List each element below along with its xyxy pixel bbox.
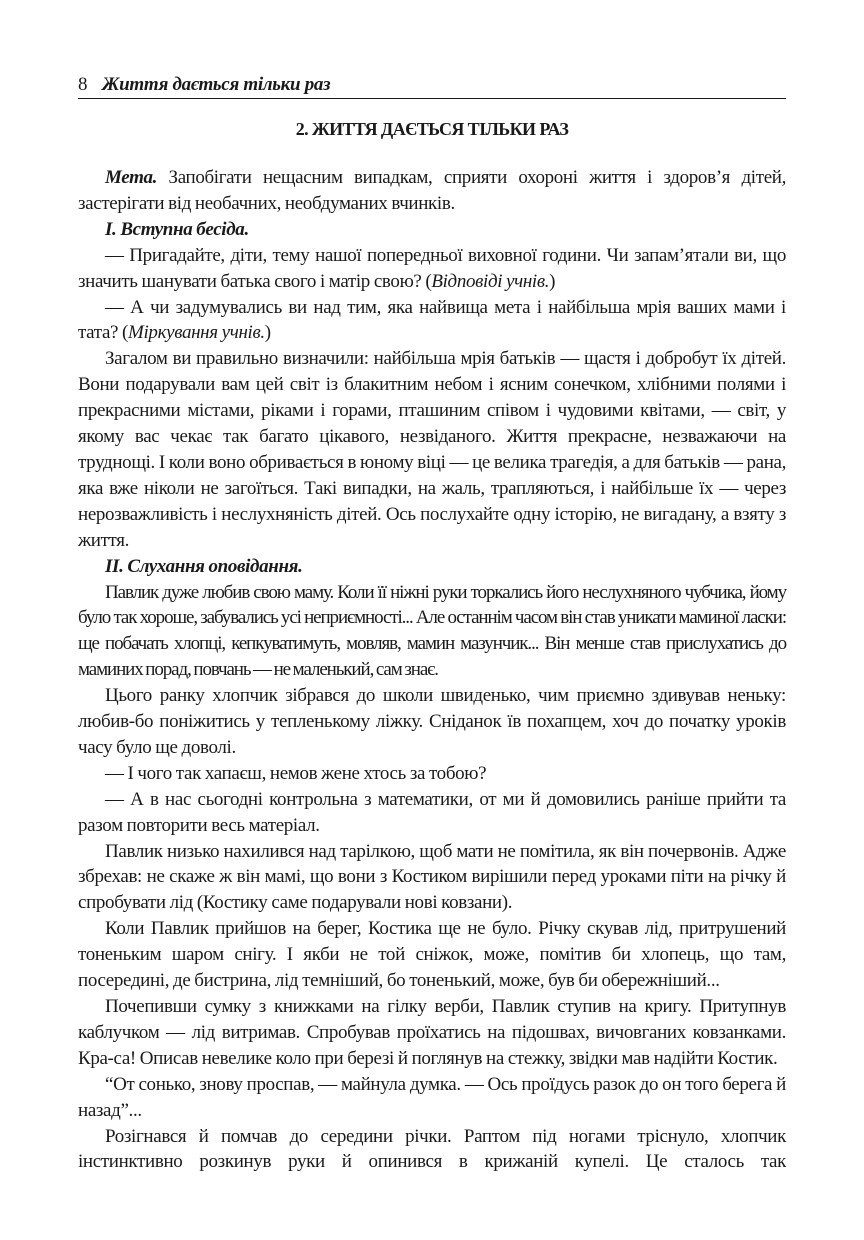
summary-paragraph: Загалом ви правильно визначили: найбільша мрія батьків — щастя і добробут їх дітей. Вони подарували вам цей світ із блакитним небом і ясним сонечком, хлібними полями і прекрасними містами, ріками і горами, пташиним співом і чудовими квітами, — світ, у якому вас чекає так багато цікавого, незвіданого. Життя прекрасне, незважаючи на труднощі. І коли воно обривається в юному віці — це велика трагедія, а для батьків — рана, яка вже ніколи не загоїться. Такі випадки, на жаль, трапляються, і найбільше їх — через нерозважливість і неслухняність дітей. Ось послухайте одну історію, не вигадану, а взяту з життя. — [78, 348, 786, 551]
question-note: Міркування учнів. — [128, 322, 265, 344]
question-text: — Пригадайте, діти, тему нашої попередньої виховної години. Чи запам’ятали ви, що значить шанувати батька свого і матір свою? ( — [78, 244, 786, 292]
goal-paragraph — [78, 165, 786, 217]
question-paragraph — [78, 243, 786, 295]
running-title: Життя дається тільки раз — [102, 74, 331, 95]
running-header — [78, 74, 786, 99]
part2-heading: ІІ. Слухання оповідання. — [105, 555, 303, 577]
question-close: ) — [549, 270, 556, 292]
story-paragraph: — І чого так хапаєш, немов жене хтось за тобою? — [105, 762, 487, 784]
story-paragraph: — А в нас сьогодні контрольна з математики, от ми й домовились раніше прийти та разом повторити весь матеріал. — [78, 788, 786, 836]
story-paragraph: Коли Павлик прийшов на берег, Костика ще не було. Річку скував лід, притрушений тоненьким шаром снігу. І якби не той сніжок, може, помітив би хлопець, що там, посередині, де бистрина, лід темніший, бо тоненький, може, був би обережніший... — [78, 918, 786, 992]
story-paragraph: Почепивши сумку з книжками на гілку верби, Павлик ступив на кригу. Притупнув каблучком — лід витримав. Спробував проїхатись на підошвах, вичовганих ковзанками. Кра-са! Описав невелике коло при березі й поглянув на стежку, звідки мав надійти Костик. — [78, 996, 786, 1069]
section-title: 2. ЖИТТЯ ДАЄТЬСЯ ТІЛЬКИ РАЗ — [295, 119, 569, 139]
story-paragraph: Павлик дуже любив свою маму. Коли її ніжні руки торкались його неслухняного чубчика, йому було так хороше, забувались усі неприємності... Але останнім часом він став уникати маминої ласки: ще побачать хлопці, кепкуватимуть, мовляв, мамин мазунчик... Він менше став прислухатись до маминих порад, повчань — не маленький, сам знає. — [78, 581, 786, 681]
part1-heading: І. Вступна бесіда. — [105, 218, 249, 240]
goal-label: Мета. — [105, 167, 158, 188]
story-paragraph: Розігнався й помчав до середини річки. Раптом під ногами тріснуло, хлопчик інстинктивно розкинув руки й опинився в крижаній купелі. Це сталось так — [78, 1125, 786, 1173]
story-paragraph: Павлик низько нахилився над тарілкою, щоб мати не помітила, як він почервонів. Адже збрехав: не скаже ж він мамі, що вони з Костиком вирішили перед уроками піти на річку й спробувати лід (Костику саме подарували нові ковзани). — [78, 840, 786, 914]
page-number: 8 — [78, 74, 88, 95]
body-text — [78, 165, 786, 1175]
goal-text: Запобігати нещасним випадкам, сприяти охороні життя і здоров’я дітей, застерігати від необачних, необдуманих вчинків. — [78, 167, 786, 214]
story-paragraph: Цього ранку хлопчик зібрався до школи швиденько, чим приємно здивував неньку: любив-бо поніжитись у тепленькому ліжку. Сніданок їв похапцем, хоч до початку уроків часу було ще доволі. — [78, 685, 786, 758]
story-paragraph: “От сонько, знову проспав, — майнула думка. — Ось проїдусь разок до он того берега й назад”... — [78, 1073, 786, 1121]
question-note: Відповіді учнів. — [431, 270, 550, 292]
question-paragraph — [78, 295, 786, 347]
question-close: ) — [264, 322, 271, 344]
question-text: — А чи задумувались ви над тим, яка найвища мета і найбільша мрія ваших мами і тата? ( — [78, 296, 786, 344]
